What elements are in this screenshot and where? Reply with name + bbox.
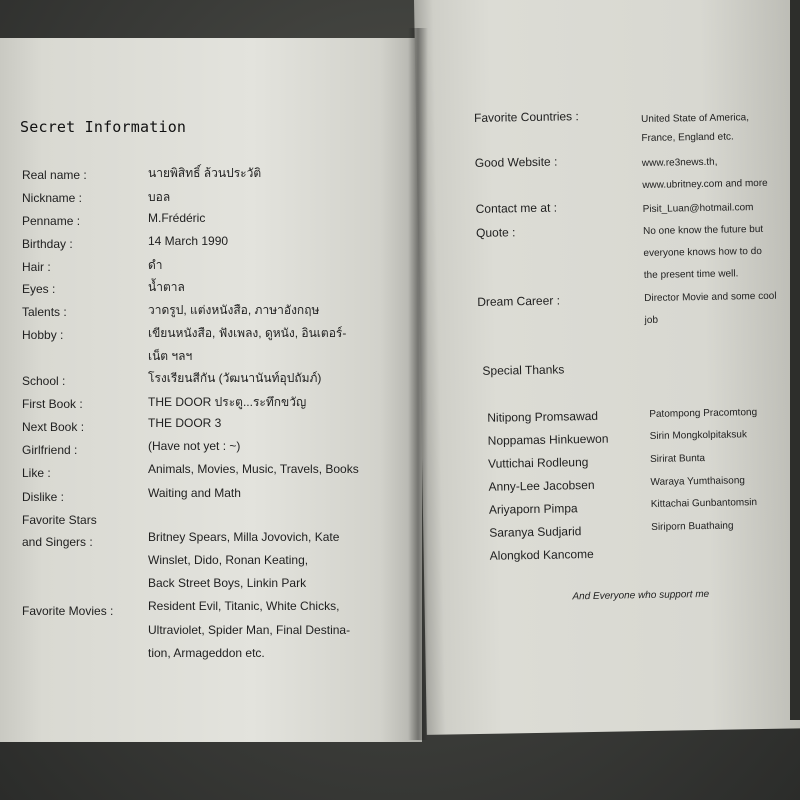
label-quote: Quote :: [475, 225, 516, 240]
right-page: [414, 0, 800, 735]
value-website-1: www.re3news.th,: [641, 156, 718, 170]
thanks-name: Patompong Pracomtong: [649, 407, 758, 420]
value-nickname: บอล: [148, 190, 171, 204]
thanks-name: Alongkod Kancome: [489, 546, 594, 563]
label-favorite-movies: Favorite Movies :: [22, 604, 114, 618]
special-thanks-heading: Special Thanks: [482, 362, 565, 378]
value-dislike: Waiting and Math: [148, 486, 241, 500]
value-quote-1: No one know the future but: [642, 223, 764, 238]
label-penname: Penname :: [22, 214, 81, 228]
table-edge: [790, 0, 800, 720]
thanks-name: Waraya Yumthaisong: [650, 475, 746, 488]
thanks-name: Sirin Mongkolpitaksuk: [649, 429, 747, 442]
value-singers: Britney Spears, Milla Jovovich, Kate: [148, 530, 340, 544]
value-movies-3: tion, Armageddon etc.: [148, 646, 265, 660]
label-eyes: Eyes :: [22, 282, 56, 296]
thanks-name: Siriporn Buathaing: [651, 520, 734, 533]
label-contact: Contact me at :: [475, 200, 558, 216]
value-talents: วาดรูป, แต่งหนังสือ, ภาษาอังกฤษ: [148, 303, 320, 317]
value-career-1: Director Movie and some cool: [644, 290, 777, 305]
thanks-name: Noppamas Hinkuewon: [487, 431, 609, 448]
value-countries-1: United State of America,: [641, 112, 750, 126]
label-real-name: Real name :: [22, 168, 87, 182]
thanks-name: Sirirat Bunta: [649, 452, 706, 465]
label-dream-career: Dream Career :: [477, 293, 561, 309]
value-hair: ดำ: [148, 258, 163, 272]
book-gutter: [408, 28, 428, 740]
left-page: [0, 38, 422, 742]
value-real-name: นายพิสิทธิ์ ล้วนประวัติ: [148, 166, 262, 180]
value-movies-2: Ultraviolet, Spider Man, Final Destina-: [148, 623, 351, 637]
value-birthday: 14 March 1990: [148, 234, 229, 248]
value-penname: M.Frédéric: [148, 211, 206, 225]
value-girlfriend: (Have not yet : ~): [148, 439, 241, 453]
label-first-book: First Book :: [22, 397, 83, 411]
value-school: โรงเรียนสีกัน (วัฒนานันท์อุปถัมภ์): [148, 371, 322, 385]
value-website-2: www.ubritney.com and more: [642, 177, 768, 192]
value-hobby: เขียนหนังสือ, ฟังเพลง, ดูหนัง, อินเตอร์-: [148, 326, 347, 340]
value-career-2: job: [644, 314, 659, 327]
thanks-name: Ariyaporn Pimpa: [488, 501, 578, 517]
value-countries-2: France, England etc.: [641, 131, 734, 145]
value-movies: Resident Evil, Titanic, White Chicks,: [148, 599, 340, 613]
value-hobby-cont: เน็ต ฯลฯ: [148, 349, 193, 363]
value-next-book: THE DOOR 3: [148, 416, 222, 430]
label-girlfriend: Girlfriend :: [22, 443, 78, 457]
label-favorite-stars: Favorite Stars: [22, 513, 97, 527]
value-quote-3: the present time well.: [643, 268, 739, 282]
label-favorite-countries: Favorite Countries :: [473, 109, 579, 125]
page-title: Secret Information: [20, 118, 187, 136]
value-contact: Pisit_Luan@hotmail.com: [642, 202, 754, 216]
label-dislike: Dislike :: [22, 490, 65, 504]
label-nickname: Nickname :: [22, 191, 83, 205]
value-singers-3: Back Street Boys, Linkin Park: [148, 576, 307, 590]
label-birthday: Birthday :: [22, 237, 73, 251]
label-like: Like :: [22, 466, 51, 480]
thanks-name: Kittachai Gunbantomsin: [650, 497, 758, 510]
label-talents: Talents :: [22, 305, 67, 319]
value-singers-2: Winslet, Dido, Ronan Keating,: [148, 553, 309, 567]
label-school: School :: [22, 374, 66, 388]
label-hobby: Hobby :: [22, 328, 64, 342]
thanks-name: Nitipong Promsawad: [487, 408, 599, 425]
label-good-website: Good Website :: [474, 154, 558, 170]
thanks-name: Anny-Lee Jacobsen: [488, 477, 595, 494]
thanks-name: Vuttichai Rodleung: [487, 455, 589, 471]
thanks-footer: And Everyone who support me: [572, 588, 710, 603]
label-singers: and Singers :: [22, 535, 93, 549]
thanks-name: Saranya Sudjarid: [489, 524, 582, 540]
value-first-book: THE DOOR ประตู...ระทึกขวัญ: [148, 395, 307, 409]
label-hair: Hair :: [22, 260, 51, 274]
label-next-book: Next Book :: [22, 420, 85, 434]
value-like: Animals, Movies, Music, Travels, Books: [148, 462, 359, 476]
value-eyes: น้ำตาล: [148, 280, 185, 294]
value-quote-2: everyone knows how to do: [643, 245, 762, 260]
